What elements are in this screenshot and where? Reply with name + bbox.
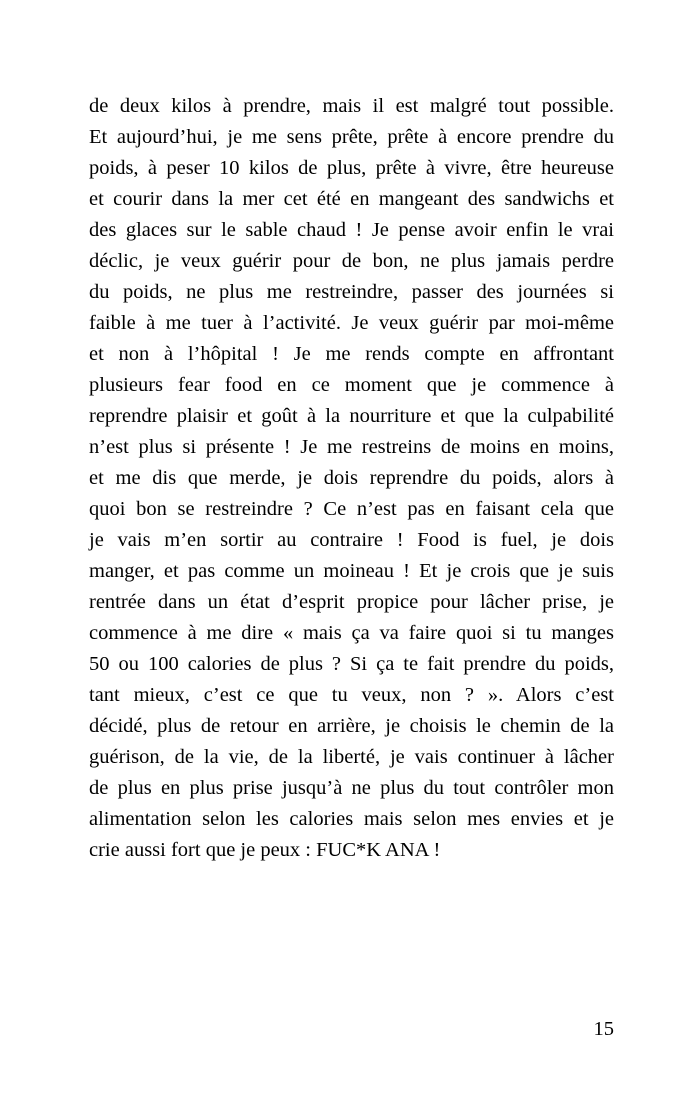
text-line: et non à l’hôpital ! Je me rends compte en affrontant — [89, 343, 614, 365]
text-line: commence à me dire « mais ça va faire quoi si tu manges — [89, 622, 614, 644]
text-line: faible à me tuer à l’activité. Je veux guérir par moi-même — [89, 312, 614, 334]
text-line: du poids, ne plus me restreindre, passer des journées si — [89, 281, 614, 303]
body-text — [89, 91, 614, 866]
text-line: je vais m’en sortir au contraire ! Food is fuel, je dois — [89, 529, 614, 551]
page-number: 15 — [593, 1018, 614, 1040]
text-line: déclic, je veux guérir pour de bon, ne plus jamais perdre — [89, 250, 614, 272]
text-line: tant mieux, c’est ce que tu veux, non ? ». Alors c’est — [89, 684, 614, 706]
text-line: n’est plus si présente ! Je me restreins de moins en moins, — [89, 436, 614, 458]
text-line: poids, à peser 10 kilos de plus, prête à vivre, être heureuse — [89, 157, 614, 179]
text-line: reprendre plaisir et goût à la nourriture et que la culpabilité — [89, 405, 614, 427]
text-line: quoi bon se restreindre ? Ce n’est pas en faisant cela que — [89, 498, 614, 520]
text-line: alimentation selon les calories mais selon mes envies et je — [89, 808, 614, 830]
text-line: guérison, de la vie, de la liberté, je vais continuer à lâcher — [89, 746, 614, 768]
text-line: rentrée dans un état d’esprit propice pour lâcher prise, je — [89, 591, 614, 613]
text-line: et me dis que merde, je dois reprendre du poids, alors à — [89, 467, 614, 489]
text-line: de deux kilos à prendre, mais il est malgré tout possible. — [89, 95, 614, 117]
text-line: 50 ou 100 calories de plus ? Si ça te fait prendre du poids, — [89, 653, 614, 675]
text-line: manger, et pas comme un moineau ! Et je crois que je suis — [89, 560, 614, 582]
text-line: et courir dans la mer cet été en mangeant des sandwichs et — [89, 188, 614, 210]
text-line: décidé, plus de retour en arrière, je choisis le chemin de la — [89, 715, 614, 737]
text-line: plusieurs fear food en ce moment que je commence à — [89, 374, 614, 396]
text-line: des glaces sur le sable chaud ! Je pense avoir enfin le vrai — [89, 219, 614, 241]
text-line: de plus en plus prise jusqu’à ne plus du tout contrôler mon — [89, 777, 614, 799]
text-line: Et aujourd’hui, je me sens prête, prête à encore prendre du — [89, 126, 614, 148]
text-line-last: crie aussi fort que je peux : FUC*K ANA ! — [89, 839, 441, 861]
